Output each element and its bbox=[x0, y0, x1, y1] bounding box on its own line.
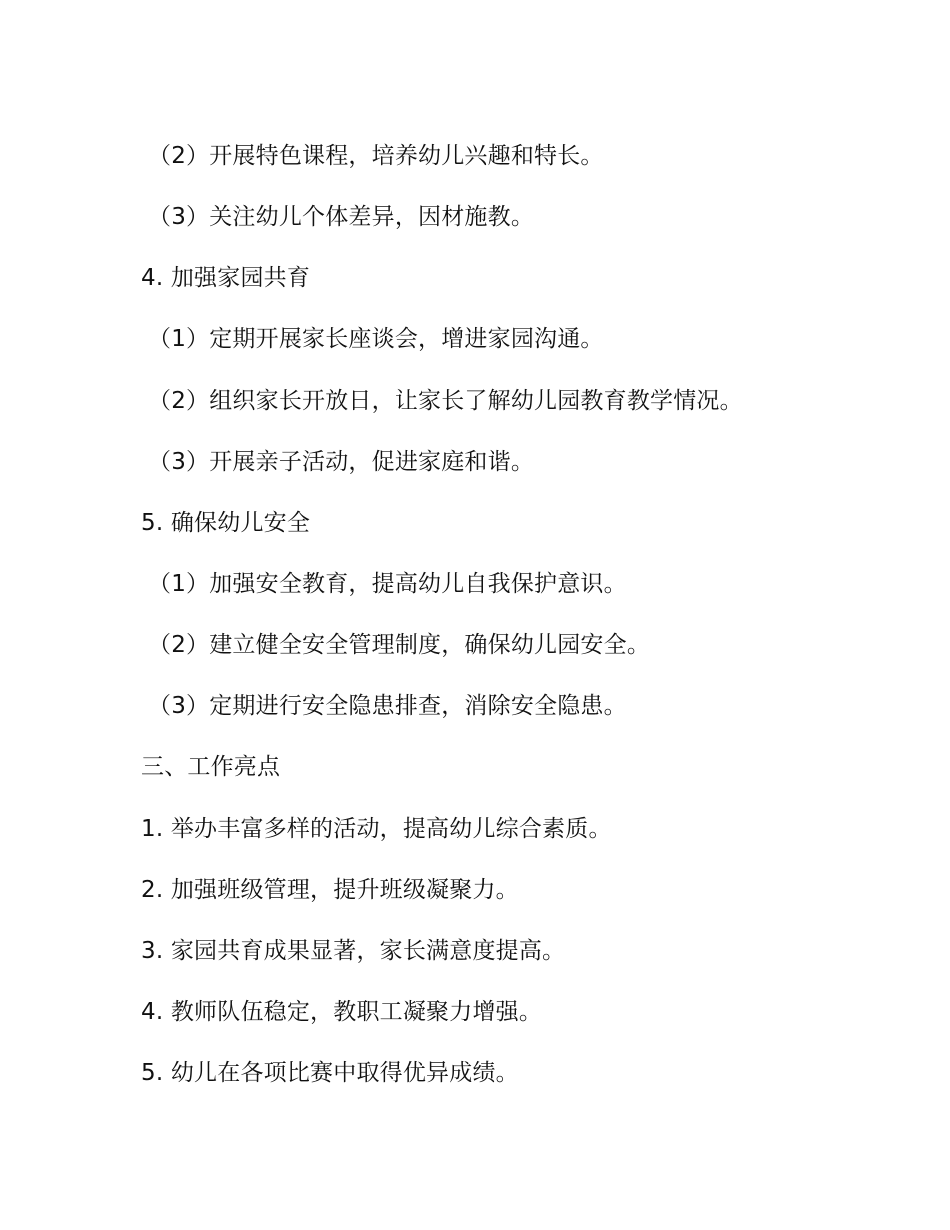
paragraph-item: （2）组织家长开放日，让家长了解幼儿园教育教学情况。 bbox=[148, 388, 743, 414]
highlight-item: 4. 教师队伍稳定，教职工凝聚力增强。 bbox=[141, 999, 543, 1025]
section-heading: 4. 加强家园共育 bbox=[141, 265, 311, 291]
paragraph-item: （1）加强安全教育，提高幼儿自我保护意识。 bbox=[148, 571, 627, 597]
section-heading: 5. 确保幼儿安全 bbox=[141, 510, 311, 536]
paragraph-item: （2）开展特色课程，培养幼儿兴趣和特长。 bbox=[148, 143, 604, 169]
highlight-item: 1. 举办丰富多样的活动，提高幼儿综合素质。 bbox=[141, 816, 612, 842]
paragraph-item: （3）开展亲子活动，促进家庭和谐。 bbox=[148, 449, 535, 475]
highlight-item: 5. 幼儿在各项比赛中取得优异成绩。 bbox=[141, 1060, 519, 1086]
highlight-item: 2. 加强班级管理，提升班级凝聚力。 bbox=[141, 877, 519, 903]
paragraph-item: （3）关注幼儿个体差异，因材施教。 bbox=[148, 204, 535, 230]
paragraph-item: （1）定期开展家长座谈会，增进家园沟通。 bbox=[148, 326, 604, 352]
paragraph-item: （2）建立健全安全管理制度，确保幼儿园安全。 bbox=[148, 632, 651, 658]
chapter-heading: 三、工作亮点 bbox=[141, 754, 281, 780]
paragraph-item: （3）定期进行安全隐患排查，消除安全隐患。 bbox=[148, 693, 627, 719]
highlight-item: 3. 家园共育成果显著，家长满意度提高。 bbox=[141, 938, 566, 964]
